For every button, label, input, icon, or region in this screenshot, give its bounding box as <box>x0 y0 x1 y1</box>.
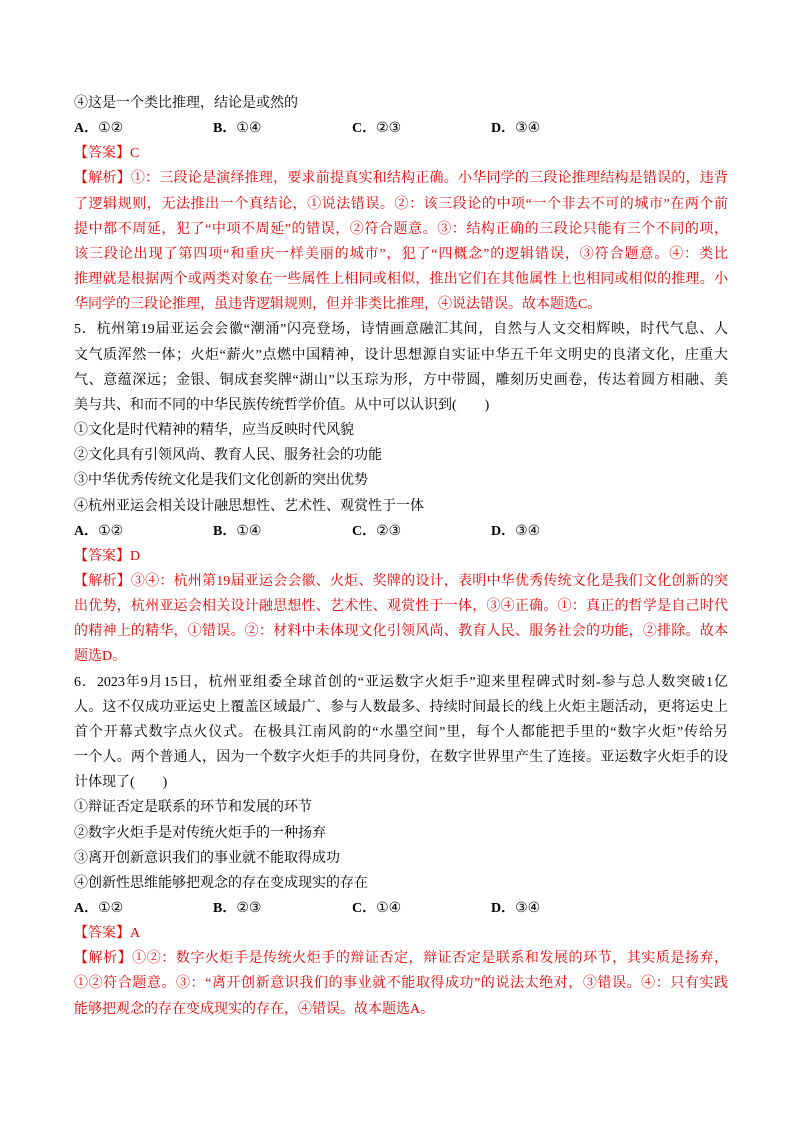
statement-list <box>74 418 728 519</box>
question-4 <box>74 91 728 317</box>
analysis-line: 推理就是根据两个或两类对象在一些属性上相同或相似，推出它们在其他属性上也相同或相似的推理。小 <box>74 272 728 288</box>
stem-line: 6．2023年9月15日，杭州亚组委全球首创的“亚运数字火炬手”迎来里程碑式时刻-参与总人数突破1亿 <box>74 674 728 690</box>
analysis-line: 【解析】③④：杭州第19届亚运会会徽、火炬、奖牌的设计，表明中华优秀传统文化是我们文化创新的突 <box>74 573 728 589</box>
statement-item: ④创新性思维能够把观念的存在变成现实的存在 <box>74 875 368 891</box>
page-content <box>74 91 728 1022</box>
option-text: ①② <box>98 121 124 137</box>
analysis-line: 的精神上的精华，①错误。②：材料中未体现文化引领风尚、教育人民、服务社会的功能，②排除。故本 <box>74 624 728 640</box>
option-c <box>352 519 491 544</box>
analysis-line: 【解析】①②：数字火炬手是传统火炬手的辩证否定，辩证否定是联系和发展的环节，其实质是扬弃， <box>74 951 728 967</box>
stem-line: 人。这不仅成功亚运史上覆盖区域最广、参与人数最多、持续时间最长的线上火炬主题活动，更将运史上 <box>74 699 728 715</box>
option-letter: D． <box>491 523 516 539</box>
analysis-line: 该三段论出现了第四项“和重庆一样美丽的城市”，犯了“四概念”的逻辑错误，③符合题意。④：类比 <box>74 246 728 262</box>
option-letter: D． <box>491 901 516 916</box>
answer-line: 【答案】D <box>74 548 141 564</box>
analysis-line: 提中都不周延，犯了“中项不周延”的错误，②符合题意。③：结构正确的三段论只能有三个不同的项， <box>74 221 728 237</box>
option-letter: B． <box>213 901 237 916</box>
answer-line: 【答案】C <box>74 146 140 162</box>
statement-item: ①文化是时代精神的精华，应当反映时代风貌 <box>74 423 354 439</box>
stem-line: 气、意蕴深远；金银、铜成套奖牌“湖山”以玉琮为形，方中带圆，雕刻历史画卷，传达着圆方相融、美 <box>74 372 728 388</box>
stem-line: 5．杭州第19届亚运会会徽“潮涌”闪亮登场，诗情画意融汇其间，自然与人文交相辉映，时代气息、人 <box>74 322 728 338</box>
option-a <box>74 896 213 921</box>
option-b <box>213 896 352 921</box>
option-letter: B． <box>213 523 237 539</box>
option-text: ①④ <box>236 121 262 137</box>
option-a <box>74 116 213 141</box>
question-5 <box>74 317 728 669</box>
option-text: ①② <box>98 901 124 916</box>
analysis-line: 能够把观念的存在变成现实的存在，④错误。故本题选A。 <box>74 1001 435 1017</box>
option-text: ②③ <box>236 901 262 916</box>
question-stem <box>74 670 728 796</box>
option-c <box>352 116 491 141</box>
option-letter: D． <box>491 121 516 137</box>
option-letter: C． <box>352 901 377 916</box>
option-c <box>352 896 491 921</box>
question-stem <box>74 317 728 418</box>
analysis-line: 了逻辑规则，无法推出一个真结论，①说法错误。②：该三段论的中项“一个非去不可的城市”在两个前 <box>74 196 728 212</box>
option-text: ③④ <box>515 121 541 137</box>
option-text: ①④ <box>236 523 262 539</box>
analysis-line: 题选D。 <box>74 649 127 665</box>
option-letter: B． <box>213 121 237 137</box>
stem-line: 计体现了( ) <box>74 775 168 791</box>
statement-list <box>74 795 728 896</box>
statement-item: ②文化具有引领风尚、教育人民、服务社会的功能 <box>74 448 382 464</box>
stem-line: 首个开幕式数字点火仪式。在极具江南风韵的“水墨空间”里，每个人都能把手里的“数字火炬”传给另 <box>74 724 728 740</box>
option-letter: C． <box>352 523 377 539</box>
statement-item: ②数字火炬手是对传统火炬手的一种扬弃 <box>74 825 326 841</box>
stem-line: 一个人。两个普通人，因为一个数字火炬手的共同身份，在数字世界里产生了连接。亚运数字火炬手的设 <box>74 750 728 766</box>
analysis-block <box>74 946 728 1021</box>
analysis-line: 华同学的三段论推理，虽违背逻辑规则，但并非类比推理，④说法错误。故本题选C。 <box>74 297 602 313</box>
option-letter: A． <box>74 523 99 539</box>
option-d <box>491 116 630 141</box>
statement-item: ①辩证否定是联系的环节和发展的环节 <box>74 800 312 816</box>
option-text: ③④ <box>515 901 541 916</box>
options-row <box>74 896 728 921</box>
option-text: ①② <box>98 523 124 539</box>
analysis-block <box>74 166 728 317</box>
option-text: ③④ <box>515 523 541 539</box>
analysis-line: 出优势，杭州亚运会相关设计融思想性、艺术性、观赏性于一体，③④正确。①：真正的哲学是自己时代 <box>74 599 728 615</box>
stem-line: 文气质浑然一体；火炬“薪火”点燃中国精神，设计思想源自实证中华五千年文明史的良渚文化，庄重大 <box>74 347 728 363</box>
option-a <box>74 519 213 544</box>
answer-line: 【答案】A <box>74 926 141 942</box>
statement-item: ③中华优秀传统文化是我们文化创新的突出优势 <box>74 473 368 489</box>
option-text: ②③ <box>376 523 402 539</box>
statement-item: ④杭州亚运会相关设计融思想性、艺术性、观赏性于一体 <box>74 498 424 514</box>
option-b <box>213 116 352 141</box>
options-row <box>74 116 728 141</box>
analysis-block <box>74 569 728 670</box>
options-row <box>74 519 728 544</box>
option-text: ①④ <box>376 901 402 916</box>
option-letter: A． <box>74 121 99 137</box>
option-b <box>213 519 352 544</box>
stem-line: 美与共、和而不同的中华民族传统哲学价值。从中可以认识到( ) <box>74 397 490 413</box>
analysis-line: ①②符合题意。③：“离开创新意识我们的事业就不能取得成功”的说法太绝对，③错误。④：只有实践 <box>74 976 728 992</box>
option-text: ②③ <box>376 121 402 137</box>
question-6 <box>74 670 728 1022</box>
option-letter: C． <box>352 121 377 137</box>
option-d <box>491 896 630 921</box>
analysis-line: 【解析】①：三段论是演绎推理，要求前提真实和结构正确。小华同学的三段论推理结构是错误的，违背 <box>74 171 728 187</box>
statement-item: ③离开创新意识我们的事业就不能取得成功 <box>74 850 340 866</box>
option-letter: A． <box>74 901 99 916</box>
option-d <box>491 519 630 544</box>
statement-item: ④这是一个类比推理，结论是或然的 <box>74 96 298 111</box>
